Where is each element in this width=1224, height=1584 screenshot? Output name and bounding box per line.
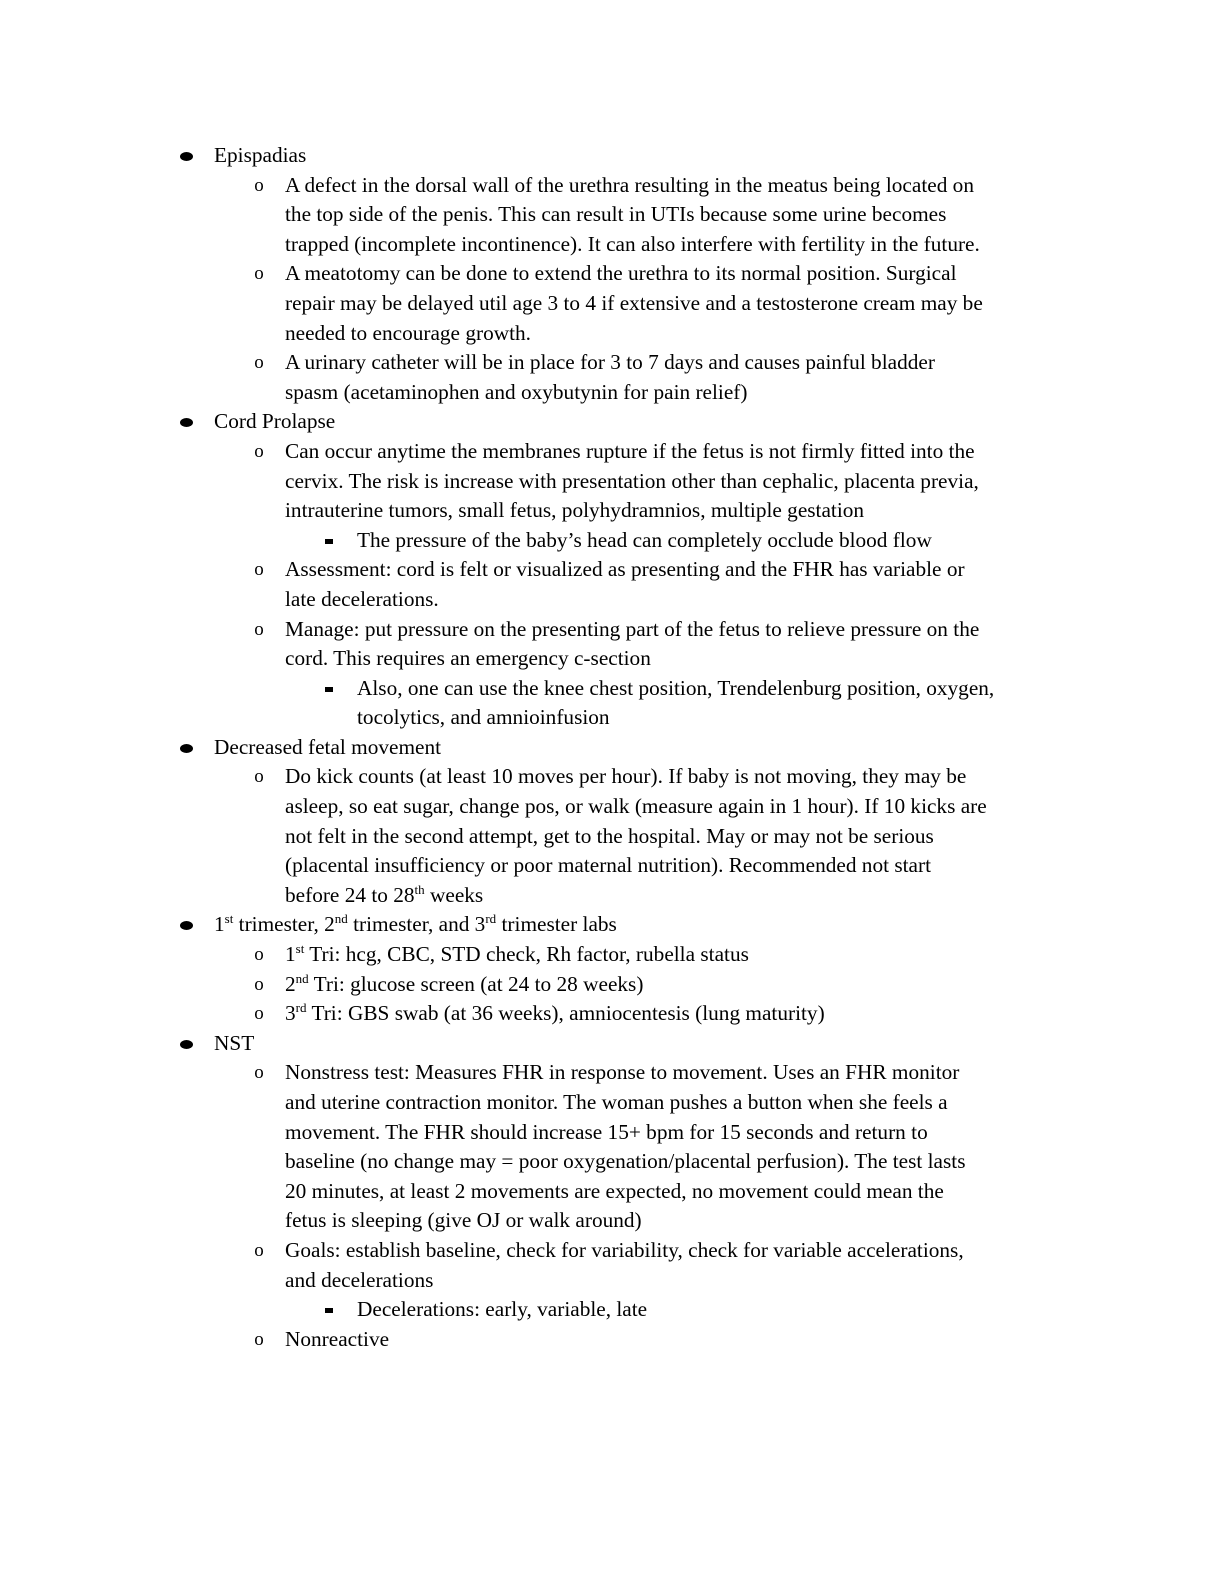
- filled-bullet-icon: [180, 744, 193, 753]
- document-page: [0, 141, 1224, 1354]
- square-bullet-icon: [325, 1308, 333, 1313]
- bullet-cord-prolapse: [0, 407, 1074, 437]
- circle-bullet-icon: o: [254, 174, 264, 196]
- heading-nst: NST: [214, 1030, 255, 1055]
- sub-item: o Do kick counts (at least 10 moves per hour). If baby is not moving, they may be asleep, so eat sugar, change pos, or walk (measure again in 1 hour). If 10 kicks are not felt in the second attempt, get to the hospital. May or may not be serious (placental insufficiency or poor maternal nutrition). Recommended not start before 24 to 28th weeks: [0, 762, 1075, 910]
- sub-item: o 2nd Tri: glucose screen (at 24 to 28 weeks): [0, 970, 1075, 1000]
- circle-bullet-icon: o: [254, 618, 264, 640]
- circle-bullet-icon: o: [254, 944, 264, 966]
- circle-bullet-icon: o: [254, 1328, 264, 1350]
- sub-sub-item: Decelerations: early, variable, late: [0, 1295, 1077, 1325]
- square-bullet-icon: [325, 539, 333, 544]
- circle-bullet-icon: o: [254, 1239, 264, 1261]
- sub-item: o 3rd Tri: GBS swab (at 36 weeks), amniocentesis (lung maturity): [0, 999, 1075, 1029]
- sub-item: o Nonstress test: Measures FHR in response to movement. Uses an FHR monitor and uterine contraction monitor. The woman pushes a button when she feels a movement. The FHR should increase 15+ bpm for 15 seconds and return to baseline (no change may = poor oxygenation/placental perfusion). The test lasts 20 minutes, at least 2 movements are expected, no movement could mean the fetus is sleeping (give OJ or walk around): [0, 1058, 1075, 1236]
- bullet-decreased-fetal-movement: [0, 733, 1074, 763]
- sub-item: o A defect in the dorsal wall of the urethra resulting in the meatus being located on the top side of the penis. This can result in UTIs because some urine becomes trapped (incomplete incontinence). It can also interfere with fertility in the future.: [0, 171, 1075, 260]
- filled-bullet-icon: [180, 1040, 193, 1049]
- sub-item: o A urinary catheter will be in place for 3 to 7 days and causes painful bladder spasm (acetaminophen and oxybutynin for pain relief): [0, 348, 1075, 407]
- heading-decreased-fetal-movement: Decreased fetal movement: [214, 734, 442, 759]
- sub-item: o Nonreactive: [0, 1325, 1075, 1355]
- circle-bullet-icon: o: [254, 766, 264, 788]
- heading-trimester-labs: 1st trimester, 2nd trimester, and 3rd trimester labs: [214, 911, 617, 937]
- bullet-epispadias: [0, 141, 1074, 171]
- bullet-nst: [0, 1029, 1074, 1059]
- circle-bullet-icon: o: [254, 973, 264, 995]
- filled-bullet-icon: [180, 418, 193, 427]
- sub-item: o A meatotomy can be done to extend the urethra to its normal position. Surgical repair may be delayed util age 3 to 4 if extensive and a testosterone cream may be needed to encourage growth.: [0, 259, 1075, 348]
- sub-item: o Can occur anytime the membranes rupture if the fetus is not firmly fitted into the cervix. The risk is increase with presentation other than cephalic, placenta previa, intrauterine tumors, small fetus, polyhydramnios, multiple gestation: [0, 437, 1075, 526]
- circle-bullet-icon: o: [254, 352, 264, 374]
- sub-sub-item: Also, one can use the knee chest position, Trendelenburg position, oxygen, tocolytics, and amnioinfusion: [0, 674, 1077, 733]
- filled-bullet-icon: [180, 152, 193, 161]
- circle-bullet-icon: o: [254, 559, 264, 581]
- circle-bullet-icon: o: [254, 1003, 264, 1025]
- heading-epispadias: Epispadias: [214, 143, 307, 167]
- sub-item: o Assessment: cord is felt or visualized as presenting and the FHR has variable or late decelerations.: [0, 555, 1075, 614]
- circle-bullet-icon: o: [254, 440, 264, 462]
- sub-sub-item: The pressure of the baby’s head can completely occlude blood flow: [0, 526, 1077, 556]
- bullet-trimester-labs: [0, 910, 1074, 940]
- heading-cord-prolapse: Cord Prolapse: [214, 409, 336, 434]
- circle-bullet-icon: o: [254, 1062, 264, 1084]
- sub-item: o Goals: establish baseline, check for variability, check for variable accelerations, and decelerations: [0, 1236, 1075, 1295]
- filled-bullet-icon: [180, 921, 193, 930]
- circle-bullet-icon: o: [254, 263, 264, 285]
- sub-item: o Manage: put pressure on the presenting part of the fetus to relieve pressure on the cord. This requires an emergency c-section: [0, 615, 1075, 674]
- square-bullet-icon: [325, 687, 333, 692]
- sub-item: o 1st Tri: hcg, CBC, STD check, Rh factor, rubella status: [0, 940, 1075, 970]
